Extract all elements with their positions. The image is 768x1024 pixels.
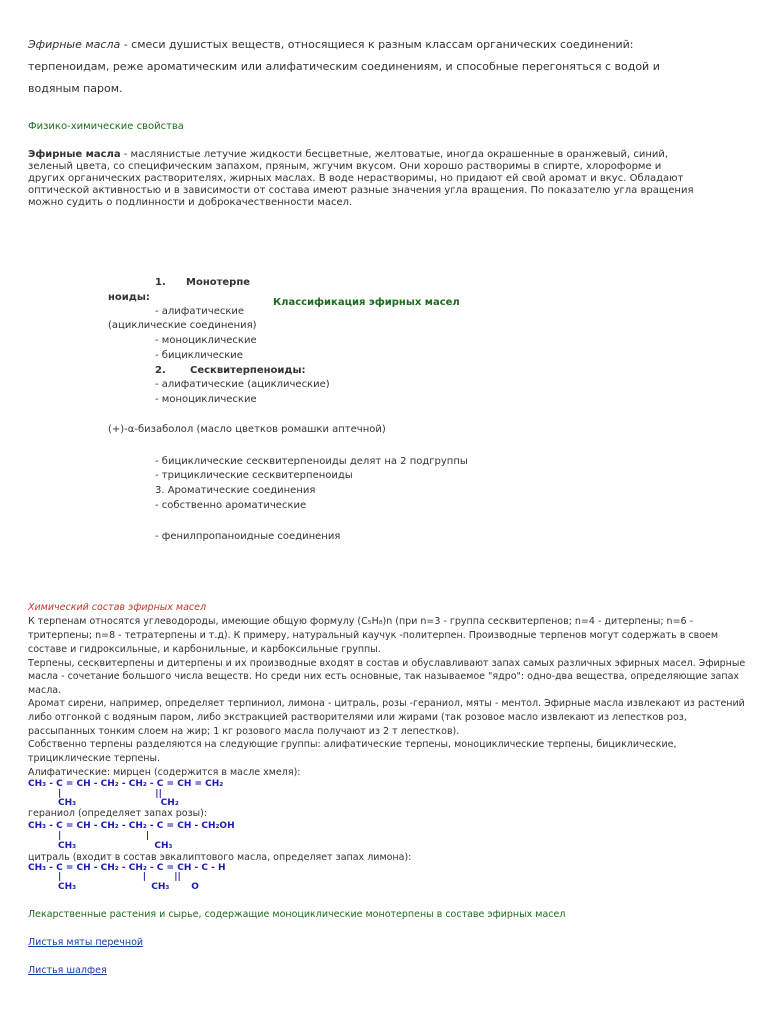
class-item2: Сесквитерпеноиды: <box>190 365 306 376</box>
class-item2-num: 2. <box>155 365 166 376</box>
chem-p11: трициклические терпены. <box>28 753 161 764</box>
formula-citral-groups: CH₃ CH₃ O <box>58 882 199 892</box>
class-line-12: - фенилпропаноидные соединения <box>155 531 341 542</box>
chem-p12: Алифатические: мирцен (содержится в масле хмеля): <box>28 767 301 778</box>
class-line-8: - бициклические сесквитерпеноиды делят на 2 подгруппы <box>155 456 468 467</box>
section-heading-monocyclic: Лекарственные растения и сырье, содержащие моноциклические монотерпены в составе эфирных масел <box>28 909 566 920</box>
chem-p13: гераниол (определяет запах розы): <box>28 808 208 819</box>
class-line-7: (+)-α-бизаболол (масло цветков ромашки аптечной) <box>108 424 386 435</box>
formula-citral-bonds: | | || <box>58 872 181 882</box>
link-sage-leaves[interactable]: Листья шалфея <box>28 965 107 976</box>
class-item1-num: 1. <box>155 277 166 288</box>
class-item1-a: Монотерпе <box>186 277 251 288</box>
formula-myrcene-groups: CH₃ CH₂ <box>58 798 179 808</box>
formula-geraniol: CH₃ - C = CH - CH₂ - CH₂ - C = CH - CH₂OH <box>28 821 235 831</box>
chem-p3: составе и гидроксильные, и карбонильные, и карбоксильные группы. <box>28 644 381 655</box>
intro-text-1: - смеси душистых веществ, относящиеся к разным классам органических соединений: <box>120 38 634 51</box>
formula-myrcene: CH₃ - C = CH - CH₂ - CH₂ - C = CH = CH₂ <box>28 779 224 789</box>
chem-p1: К терпенам относятся углеводороды, имеющие общую формулу (C₅H₈)n (при n=3 - группа сесквитерпенов; n=4 - дитерпены; n=6 - <box>28 616 694 627</box>
properties-term: Эфирные масла <box>28 149 121 160</box>
intro-line-3: водяным паром. <box>28 82 123 95</box>
chem-p2: тритерпены; n=8 - тетратерпены и т.д). К примеру, натуральный каучук -политерпен. Производные терпенов могут содержать в своем <box>28 630 719 641</box>
class-line-4: - бициклические <box>155 350 243 361</box>
class-line-6: - моноциклические <box>155 394 257 405</box>
properties-line-2: зеленый цвета, со специфическим запахом, пряным, жгучим вкусом. Они хорошо растворимы в спирте, хлороформе и <box>28 161 662 172</box>
class-line-2: (ациклические соединения) <box>108 320 257 331</box>
chem-p14: цитраль (входит в состав эвкалиптового масла, определяет запах лимона): <box>28 852 412 863</box>
class-item1-b: ноиды: <box>108 292 150 303</box>
class-line-10: 3. Ароматические соединения <box>155 485 316 496</box>
link-mint-leaves[interactable]: Листья мяты перечной <box>28 937 144 948</box>
properties-line-5: можно судить о подлинности и доброкачественности масел. <box>28 197 353 208</box>
class-line-9: - трициклические сесквитерпеноиды <box>155 470 353 481</box>
class-line-3: - моноциклические <box>155 335 257 346</box>
chem-p6: масла. <box>28 685 62 696</box>
properties-line-4: оптической активностью и в зависимости от состава имеют разные значения угла вращения. По показателю угла вращения <box>28 185 694 196</box>
chem-p5: масла - сочетание большого числа веществ. Но среди них есть основные, так называемое "ядро": одно-два вещества, определяющие запах <box>28 671 740 682</box>
class-line-1: - алифатические <box>155 306 245 317</box>
section-heading-properties: Физико-химические свойства <box>28 121 184 132</box>
intro-line-1 <box>28 38 634 51</box>
properties-text-1: - маслянистые летучие жидкости бесцветные, желтоватые, иногда окрашенные в оранжевый, синий, <box>120 149 669 160</box>
formula-myrcene-bonds: | || <box>58 789 162 799</box>
properties-line-3: других органических растворителях, жирных маслах. В воде нерастворимы, но придают ей свой аромат и вкус. Обладают <box>28 173 684 184</box>
properties-line-1 <box>28 149 668 160</box>
class-line-5: - алифатические (ациклические) <box>155 379 330 390</box>
chem-p4: Терпены, сесквитерпены и дитерпены и их производные входят в состав и обуславливают запах самых различных эфирных масел. Эфирные <box>28 658 746 669</box>
formula-citral: CH₃ - C = CH - CH₂ - CH₂ - C = CH - C - H <box>28 863 226 873</box>
class-line-11: - собственно ароматические <box>155 500 307 511</box>
intro-term: Эфирные масла <box>28 38 121 51</box>
chem-p7: Аромат сирени, например, определяет терпиниол, лимона - цитраль, розы -гераниол, мяты - ментол. Эфирные масла извлекают из растений <box>28 698 745 709</box>
chem-heading: Химический состав эфирных масел <box>28 602 207 613</box>
formula-geraniol-bonds: | | <box>58 831 150 841</box>
classification-heading: Классификация эфирных масел <box>273 297 460 308</box>
formula-geraniol-groups: CH₃ CH₃ <box>58 841 173 851</box>
chem-p10: Собственно терпены разделяются на следующие группы: алифатические терпены, моноциклические терпены, бициклические, <box>28 739 677 750</box>
intro-line-2: терпеноидам, реже ароматическим или алифатическим соединениям, и способные перегоняться с водой и <box>28 60 660 73</box>
chem-p8: либо отгонкой с водяным паром, либо экстракцией растворителями или жирами (так розовое масло извлекают из лепестков роз, <box>28 712 687 723</box>
chem-p9: рассыпанных тонким слоем на жир; 1 кг розового масла получают из 2 т лепестков). <box>28 726 460 737</box>
